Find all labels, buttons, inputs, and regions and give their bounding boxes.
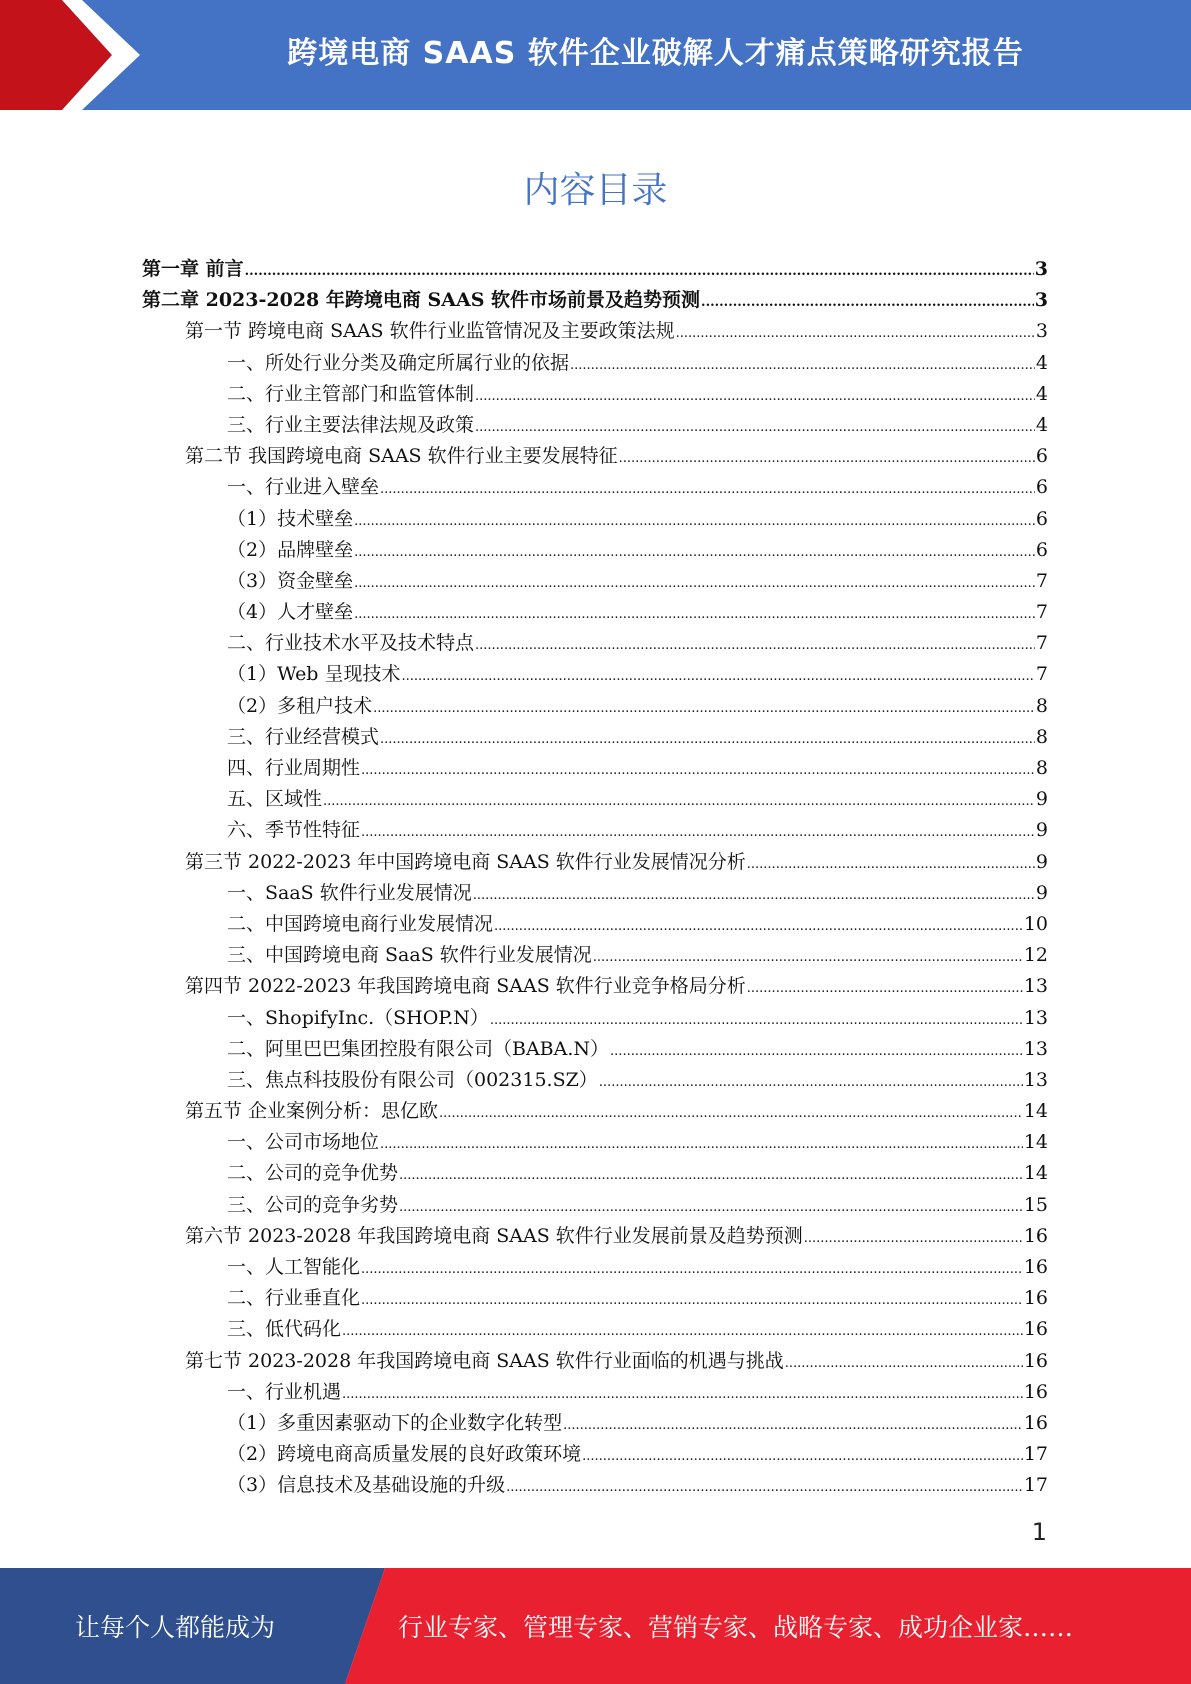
toc-entry-page: 9 (1035, 850, 1048, 873)
toc-entry[interactable] (142, 878, 1048, 909)
toc-entry[interactable] (142, 1096, 1048, 1127)
toc-entry-page: 9 (1035, 788, 1048, 811)
toc-entry-page: 7 (1035, 663, 1048, 686)
toc-entry[interactable] (142, 1470, 1048, 1501)
toc-entry[interactable] (142, 691, 1048, 722)
toc-entry[interactable] (142, 1065, 1048, 1096)
toc-entry[interactable] (142, 285, 1048, 316)
toc-entry-page: 8 (1035, 757, 1048, 779)
toc-entry-title: 二、公司的竞争优势 (227, 1162, 399, 1185)
toc-entry-page: 17 (1023, 1474, 1048, 1497)
toc-entry-page: 9 (1035, 881, 1048, 904)
toc-entry-title: 一、公司市场地位 (227, 1131, 380, 1154)
toc-entry-title: 一、SaaS 软件行业发展情况 (227, 881, 472, 904)
toc-entry-title: （3）信息技术及基础设施的升级 (227, 1474, 506, 1497)
toc-entry-page: 16 (1023, 1287, 1048, 1310)
toc-entry-title: 三、公司的竞争劣势 (227, 1193, 399, 1216)
document-title: 跨境电商 SAAS 软件企业破解人才痛点策略研究报告 (287, 36, 1024, 71)
toc-entry[interactable] (142, 1377, 1048, 1408)
table-of-contents (142, 254, 1048, 1502)
footer-slogan-left: 让每个人都能成为 (74, 1613, 275, 1642)
toc-entry-title: （2）品牌壁垒 (227, 538, 354, 561)
toc-dot-leader (245, 256, 1034, 287)
toc-entry-title: 三、中国跨境电商 SaaS 软件行业发展情况 (227, 944, 592, 967)
toc-heading: 内容目录 (523, 170, 668, 211)
toc-entry-title: 二、行业技术水平及技术特点 (227, 632, 475, 655)
toc-entry-page: 6 (1035, 445, 1048, 468)
toc-entry-title: （1）Web 呈现技术 (227, 663, 401, 686)
toc-entry-title: 二、行业垂直化 (227, 1287, 361, 1310)
toc-entry-page: 3 (1034, 289, 1048, 312)
toc-entry-title: 一、行业进入壁垒 (227, 476, 380, 499)
toc-entry-page: 16 (1023, 1349, 1048, 1372)
toc-entry-page: 10 (1023, 912, 1048, 935)
toc-entry-title: 二、阿里巴巴集团控股有限公司（BABA.N） (227, 1037, 610, 1060)
toc-entry-page: 6 (1035, 538, 1048, 561)
toc-entry-title: 三、焦点科技股份有限公司（002315.SZ） (227, 1068, 598, 1091)
toc-entry-page: 14 (1023, 1100, 1048, 1123)
toc-dot-leader (354, 599, 1035, 630)
toc-dot-leader (380, 474, 1035, 505)
toc-dot-leader (563, 1410, 1023, 1441)
toc-entry-page: 4 (1035, 382, 1048, 405)
toc-entry-title: 第一节 跨境电商 SAAS 软件行业监管情况及主要政策法规 (185, 320, 675, 343)
toc-entry[interactable] (142, 566, 1048, 597)
toc-entry[interactable] (142, 722, 1048, 753)
toc-entry-title: 第四节 2022-2023 年我国跨境电商 SAAS 软件行业竞争格局分析 (185, 975, 746, 998)
toc-entry[interactable] (142, 1034, 1048, 1065)
toc-entry[interactable] (142, 1190, 1048, 1221)
toc-entry-page: 17 (1023, 1443, 1048, 1466)
toc-entry[interactable] (142, 441, 1048, 472)
toc-entry-page: 3 (1034, 258, 1048, 280)
toc-dot-leader (402, 661, 1035, 692)
toc-entry[interactable] (142, 316, 1048, 347)
toc-entry-page: 7 (1035, 632, 1048, 655)
toc-dot-leader (354, 506, 1035, 537)
toc-entry[interactable] (142, 753, 1048, 784)
toc-entry-page: 14 (1023, 1131, 1048, 1154)
toc-dot-leader (475, 412, 1035, 443)
toc-entry-title: 第六节 2023-2028 年我国跨境电商 SAAS 软件行业发展前景及趋势预测 (185, 1224, 803, 1247)
toc-entry[interactable] (142, 504, 1048, 535)
toc-entry-title: （3）资金壁垒 (227, 569, 354, 592)
toc-dot-leader (354, 568, 1035, 599)
toc-entry[interactable] (142, 410, 1048, 441)
toc-dot-leader (475, 381, 1035, 412)
toc-entry-title: （4）人才壁垒 (227, 601, 354, 624)
toc-dot-leader (582, 1441, 1023, 1472)
toc-entry-page: 13 (1023, 1068, 1048, 1091)
chevron-arrow-icon (0, 0, 160, 110)
toc-entry-title: 第二章 2023-2028 年跨境电商 SAAS 软件市场前景及趋势预测 (142, 289, 701, 312)
toc-entry-page: 13 (1023, 975, 1048, 998)
toc-dot-leader (439, 1098, 1023, 1129)
toc-entry[interactable] (142, 815, 1048, 846)
toc-entry-title: 四、行业周期性 (227, 757, 361, 779)
toc-entry[interactable] (142, 1314, 1048, 1345)
toc-dot-leader (361, 1285, 1023, 1316)
toc-dot-leader (676, 318, 1035, 349)
toc-entry-title: 二、行业主管部门和监管体制 (227, 382, 475, 405)
toc-entry-page: 16 (1023, 1318, 1048, 1341)
toc-entry-title: 第五节 企业案例分析：思亿欧 (185, 1100, 439, 1123)
toc-dot-leader (494, 911, 1023, 942)
toc-dot-leader (599, 1067, 1023, 1098)
toc-dot-leader (506, 1472, 1023, 1503)
toc-entry-title: 六、季节性特征 (227, 819, 361, 842)
toc-dot-leader (399, 1192, 1023, 1223)
footer-banner (0, 1568, 1191, 1684)
toc-entry-title: 一、人工智能化 (227, 1256, 361, 1278)
toc-entry-page: 13 (1023, 1037, 1048, 1060)
toc-dot-leader (380, 1129, 1023, 1160)
toc-dot-leader (593, 942, 1023, 973)
toc-entry[interactable] (142, 784, 1048, 815)
toc-entry-title: 第三节 2022-2023 年中国跨境电商 SAAS 软件行业发展情况分析 (185, 850, 746, 873)
toc-entry[interactable] (142, 597, 1048, 628)
toc-dot-leader (354, 537, 1035, 568)
toc-entry-page: 15 (1023, 1193, 1048, 1216)
toc-dot-leader (473, 880, 1035, 911)
toc-dot-leader (475, 630, 1035, 661)
toc-entry[interactable] (142, 1158, 1048, 1189)
toc-dot-leader (747, 849, 1035, 880)
toc-entry[interactable] (142, 1346, 1048, 1377)
toc-dot-leader (361, 1254, 1023, 1285)
toc-dot-leader (373, 693, 1035, 724)
toc-entry-title: 五、区域性 (227, 788, 323, 811)
toc-entry-title: （1）技术壁垒 (227, 507, 354, 530)
toc-entry[interactable] (142, 659, 1048, 690)
toc-entry[interactable] (142, 535, 1048, 566)
toc-entry[interactable] (142, 971, 1048, 1002)
toc-entry-title: （2）跨境电商高质量发展的良好政策环境 (227, 1443, 582, 1466)
toc-entry[interactable] (142, 1408, 1048, 1439)
toc-entry[interactable] (142, 1127, 1048, 1158)
toc-entry-page: 16 (1023, 1256, 1048, 1278)
toc-entry-title: 三、行业主要法律法规及政策 (227, 413, 475, 436)
toc-entry-title: 一、所处行业分类及确定所属行业的依据 (227, 351, 570, 374)
toc-entry[interactable] (142, 379, 1048, 410)
toc-dot-leader (490, 1005, 1023, 1036)
toc-entry[interactable] (142, 1003, 1048, 1034)
toc-entry[interactable] (142, 1439, 1048, 1470)
toc-entry-title: 第一章 前言 (142, 258, 244, 280)
toc-entry[interactable] (142, 1283, 1048, 1314)
page-number: 1 (1031, 1518, 1047, 1546)
toc-entry-title: 一、ShopifyInc.（SHOP.N） (227, 1006, 489, 1029)
toc-entry[interactable] (142, 1221, 1048, 1252)
toc-entry[interactable] (142, 348, 1048, 379)
toc-entry-title: 第七节 2023-2028 年我国跨境电商 SAAS 软件行业面临的机遇与挑战 (185, 1349, 784, 1372)
toc-entry-page: 8 (1035, 725, 1048, 748)
toc-entry[interactable] (142, 940, 1048, 971)
toc-dot-leader (399, 1160, 1023, 1191)
toc-dot-leader (361, 817, 1035, 848)
toc-entry[interactable] (142, 628, 1048, 659)
toc-entry-page: 6 (1035, 476, 1048, 499)
toc-entry-page: 4 (1035, 351, 1048, 374)
toc-entry[interactable] (142, 909, 1048, 940)
toc-dot-leader (361, 755, 1035, 786)
toc-entry-page: 7 (1035, 601, 1048, 624)
footer-slogan-right: 行业专家、管理专家、营销专家、战略专家、成功企业家…… (398, 1613, 1074, 1642)
toc-dot-leader (610, 1036, 1023, 1067)
toc-entry[interactable] (142, 1252, 1048, 1283)
toc-entry[interactable] (142, 472, 1048, 503)
toc-entry-page: 12 (1023, 944, 1048, 967)
toc-entry-title: 第二节 我国跨境电商 SAAS 软件行业主要发展特征 (185, 445, 618, 468)
toc-entry-page: 4 (1035, 413, 1048, 436)
toc-dot-leader (785, 1348, 1023, 1379)
toc-entry-page: 16 (1023, 1224, 1048, 1247)
toc-entry-page: 8 (1035, 694, 1048, 717)
header-banner (0, 0, 1191, 110)
toc-entry-page: 14 (1023, 1162, 1048, 1185)
toc-dot-leader (804, 1223, 1023, 1254)
toc-entry-page: 16 (1023, 1380, 1048, 1403)
toc-entry[interactable] (142, 847, 1048, 878)
toc-dot-leader (619, 443, 1035, 474)
toc-entry[interactable] (142, 254, 1048, 285)
toc-entry-title: （2）多租户技术 (227, 694, 373, 717)
toc-dot-leader (380, 724, 1035, 755)
toc-dot-leader (342, 1379, 1023, 1410)
toc-entry-title: 三、低代码化 (227, 1318, 342, 1341)
toc-dot-leader (570, 350, 1035, 381)
toc-dot-leader (323, 786, 1035, 817)
toc-dot-leader (747, 973, 1023, 1004)
toc-entry-title: 一、行业机遇 (227, 1380, 342, 1403)
toc-entry-page: 13 (1023, 1006, 1048, 1029)
toc-entry-page: 9 (1035, 819, 1048, 842)
toc-entry-title: 二、中国跨境电商行业发展情况 (227, 912, 494, 935)
toc-dot-leader (701, 287, 1034, 318)
toc-entry-title: （1）多重因素驱动下的企业数字化转型 (227, 1411, 563, 1434)
toc-dot-leader (342, 1316, 1023, 1347)
toc-entry-title: 三、行业经营模式 (227, 725, 380, 748)
toc-entry-page: 7 (1035, 569, 1048, 592)
toc-entry-page: 16 (1023, 1411, 1048, 1434)
toc-entry-page: 3 (1035, 320, 1048, 343)
toc-entry-page: 6 (1035, 507, 1048, 530)
